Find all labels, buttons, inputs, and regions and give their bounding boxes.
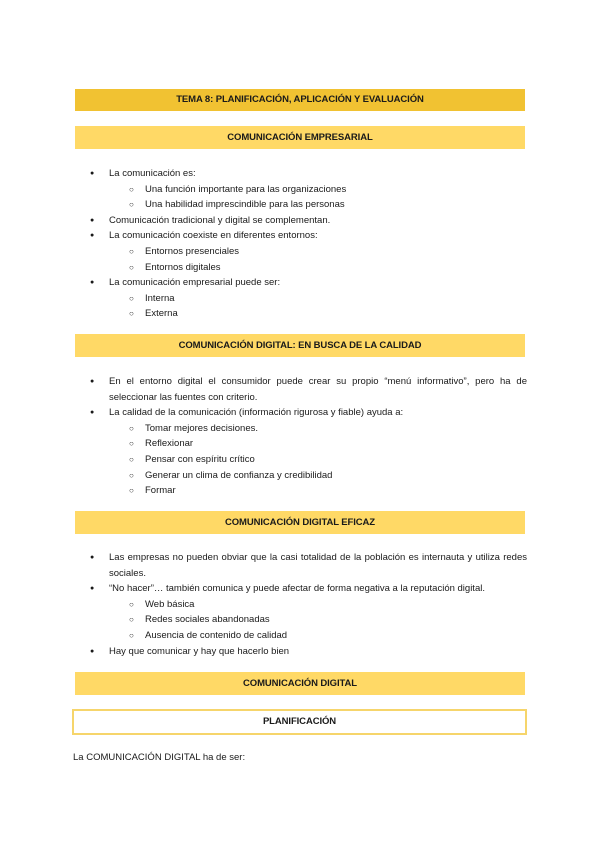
list-item: ● En el entorno digital el consumidor puede crear su propio “menú informativo”, pero ha de seleccionar las fuentes con criterio.: [90, 374, 527, 405]
bullet-list: [90, 374, 527, 499]
section-heading-band: [75, 672, 525, 695]
subsection-heading: PLANIFICACIÓN: [262, 716, 337, 727]
sub-list-item: ○ Interna: [90, 291, 527, 307]
section-heading-band: [75, 126, 525, 149]
subsection-heading-box: [72, 709, 527, 735]
closing-paragraph: La COMUNICACIÓN DIGITAL ha de ser:: [73, 752, 246, 763]
list-item: ● “No hacer”… también comunica y puede afectar de forma negativa a la reputación digital.: [90, 581, 527, 597]
list-item: ● Comunicación tradicional y digital se complementan.: [90, 213, 527, 229]
list-item: ● La comunicación es:: [90, 166, 527, 182]
list-item: ● Las empresas no pueden obviar que la casi totalidad de la población es internauta y utiliza redes sociales.: [90, 550, 527, 581]
section-heading: COMUNICACIÓN DIGITAL: [243, 678, 357, 689]
section-heading: COMUNICACIÓN EMPRESARIAL: [227, 132, 373, 143]
sub-list-item: ○ Una función importante para las organizaciones: [90, 182, 527, 198]
sub-list-item: ○ Formar: [90, 483, 527, 499]
document-title-band: [75, 89, 525, 111]
sub-list-item: ○ Pensar con espíritu crítico: [90, 452, 527, 468]
section-heading: COMUNICACIÓN DIGITAL EFICAZ: [225, 517, 375, 528]
list-item: ● Hay que comunicar y hay que hacerlo bien: [90, 644, 527, 660]
section-heading-band: [75, 511, 525, 534]
list-item: ● La comunicación empresarial puede ser:: [90, 275, 527, 291]
sub-list-item: ○ Una habilidad imprescindible para las personas: [90, 197, 527, 213]
sub-list-item: ○ Tomar mejores decisiones.: [90, 421, 527, 437]
sub-list-item: ○ Generar un clima de confianza y credibilidad: [90, 468, 527, 484]
document-title: TEMA 8: PLANIFICACIÓN, APLICACIÓN Y EVALUACIÓN: [176, 94, 424, 105]
section-heading-band: [75, 334, 525, 357]
sub-list-item: ○ Externa: [90, 306, 527, 322]
bullet-list: [90, 166, 527, 322]
list-item: ● La calidad de la comunicación (información rigurosa y fiable) ayuda a:: [90, 405, 527, 421]
list-item: ● La comunicación coexiste en diferentes entornos:: [90, 228, 527, 244]
sub-list-item: ○ Entornos presenciales: [90, 244, 527, 260]
sub-list-item: ○ Ausencia de contenido de calidad: [90, 628, 527, 644]
section-heading: COMUNICACIÓN DIGITAL: EN BUSCA DE LA CALIDAD: [178, 340, 422, 351]
sub-list-item: ○ Redes sociales abandonadas: [90, 612, 527, 628]
sub-list-item: ○ Reflexionar: [90, 436, 527, 452]
sub-list-item: ○ Entornos digitales: [90, 260, 527, 276]
sub-list-item: ○ Web básica: [90, 597, 527, 613]
bullet-list: [90, 550, 527, 659]
